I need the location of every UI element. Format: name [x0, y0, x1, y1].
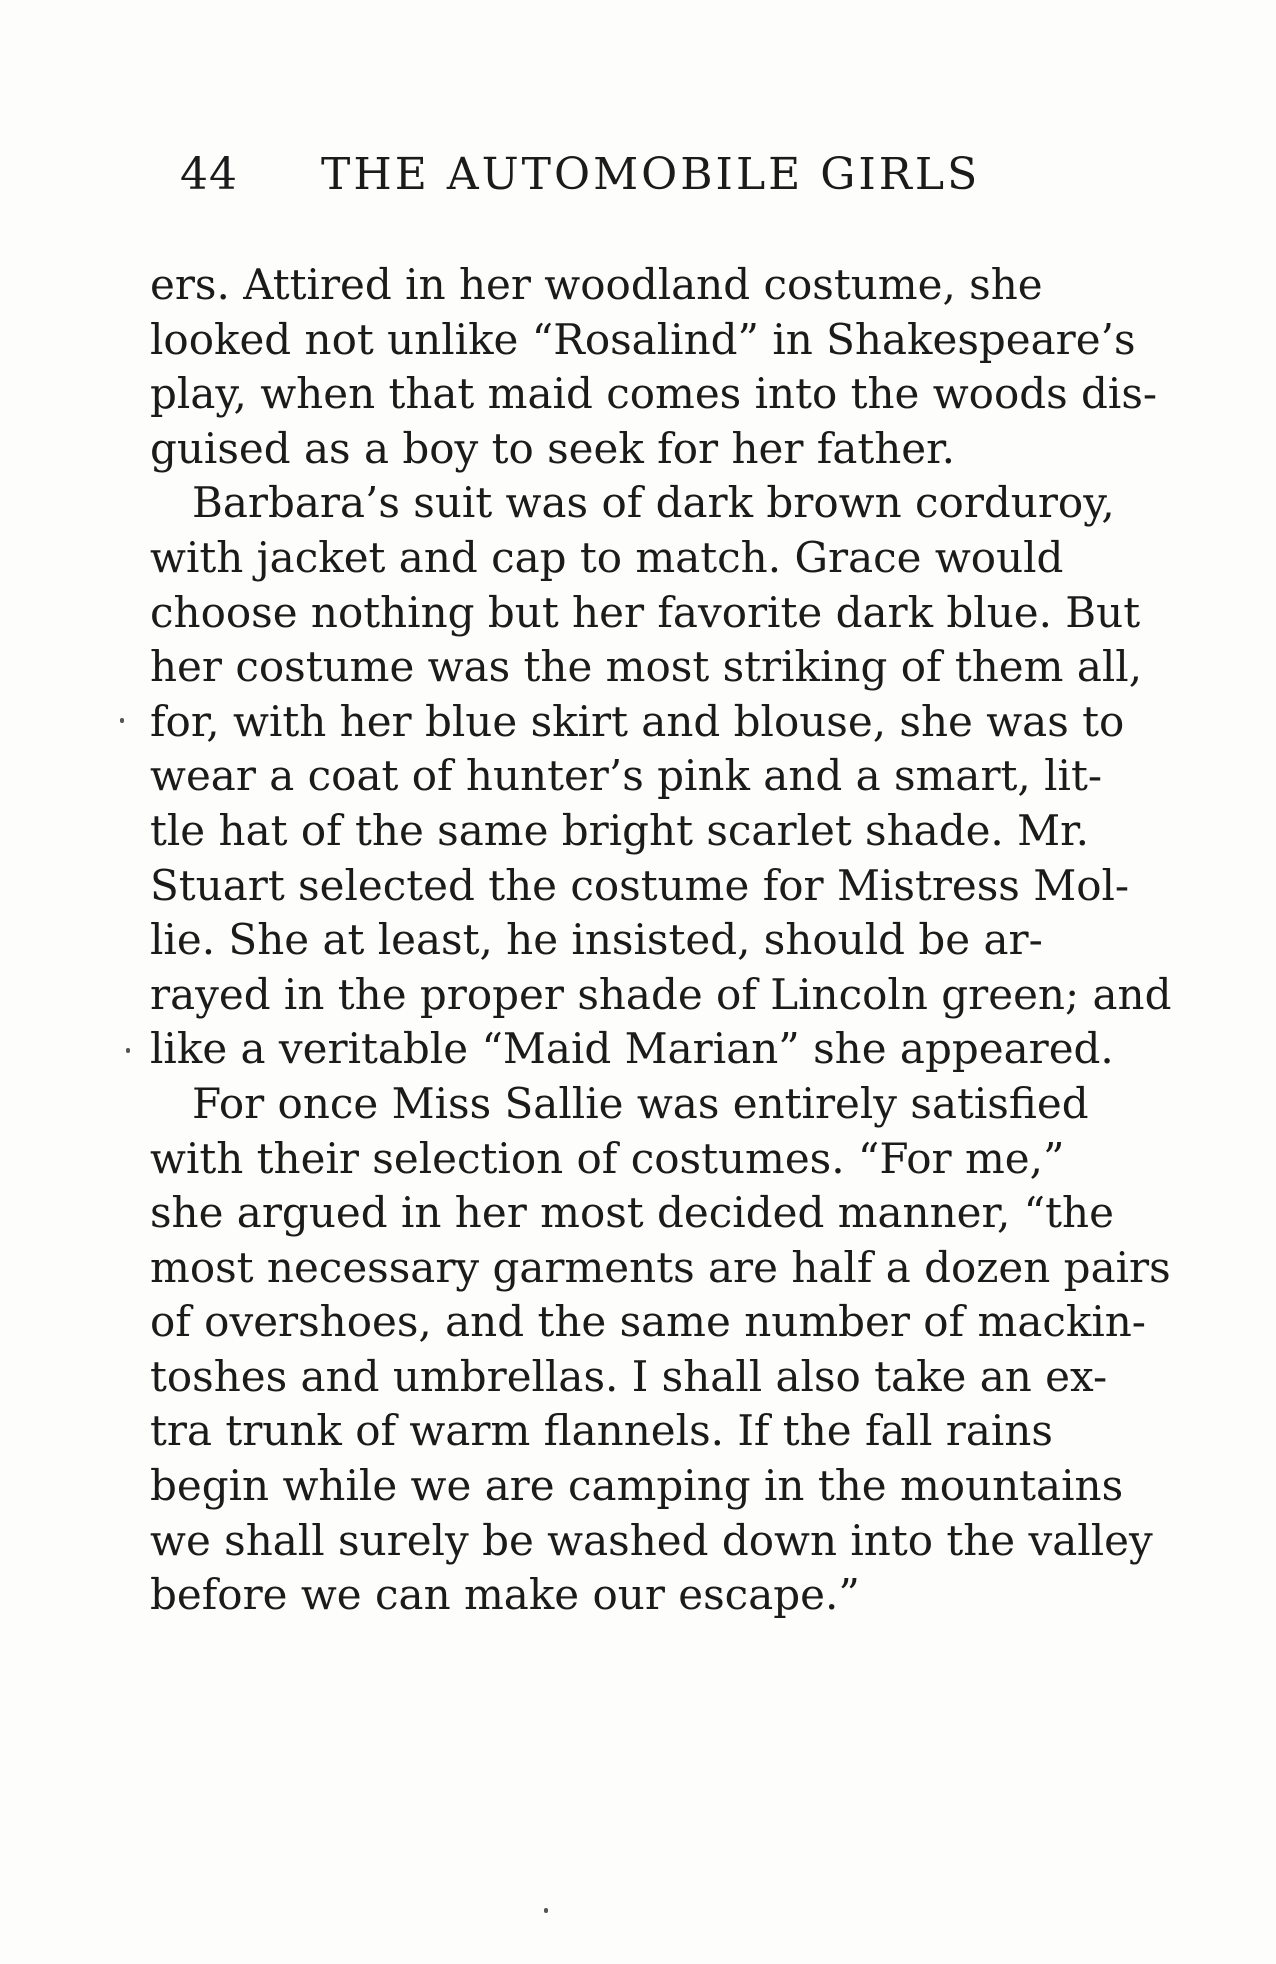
text-line: ers. Attired in her woodland costume, she: [150, 260, 1043, 309]
text-line: tle hat of the same bright scarlet shade. Mr.: [150, 805, 1089, 855]
text-line: before we can make our escape.”: [150, 1570, 860, 1620]
text-line: toshes and umbrellas. I shall also take an ex-: [150, 1351, 1108, 1401]
page-number: 44: [180, 149, 238, 200]
text-line: play, when that maid comes into the woods dis-: [150, 369, 1158, 419]
text-line: guised as a boy to seek for her father.: [150, 423, 955, 473]
scan-speck: [126, 1048, 130, 1053]
text-line: most necessary garments are half a dozen pairs: [150, 1242, 1171, 1292]
text-line: looked not unlike “Rosalind” in Shakespeare’s: [150, 314, 1136, 364]
text-line: we shall surely be washed down into the valley: [150, 1515, 1153, 1565]
text-line: of overshoes, and the same number of mackin-: [150, 1297, 1147, 1347]
text-line: with their selection of costumes. “For me,”: [150, 1133, 1065, 1183]
scan-speck: [120, 718, 124, 723]
text-line: she argued in her most decided manner, “the: [150, 1188, 1114, 1238]
text-line: her costume was the most striking of them all,: [150, 642, 1143, 692]
text-line: like a veritable “Maid Marian” she appeared.: [150, 1024, 1114, 1074]
text-line: Stuart selected the costume for Mistress Mol-: [150, 860, 1130, 910]
body-text: [150, 258, 1172, 1623]
text-line: choose nothing but her favorite dark blue. But: [150, 587, 1141, 637]
running-title: THE AUTOMOBILE GIRLS: [321, 149, 981, 200]
text-line: lie. She at least, he insisted, should be ar-: [150, 915, 1043, 965]
text-line: with jacket and cap to match. Grace would: [150, 532, 1064, 582]
text-line: for, with her blue skirt and blouse, she was to: [150, 696, 1125, 746]
text-line: tra trunk of warm flannels. If the fall rains: [150, 1406, 1053, 1456]
paragraph-start-line: Barbara’s suit was of dark brown corduroy,: [192, 478, 1115, 528]
text-line: begin while we are camping in the mountains: [150, 1461, 1124, 1511]
text-line: wear a coat of hunter’s pink and a smart, lit-: [150, 751, 1103, 801]
page-header: [180, 150, 1180, 200]
scan-speck: [544, 1908, 548, 1913]
paragraph-start-line: For once Miss Sallie was entirely satisfied: [192, 1078, 1089, 1128]
text-line: rayed in the proper shade of Lincoln green; and: [150, 969, 1172, 1019]
